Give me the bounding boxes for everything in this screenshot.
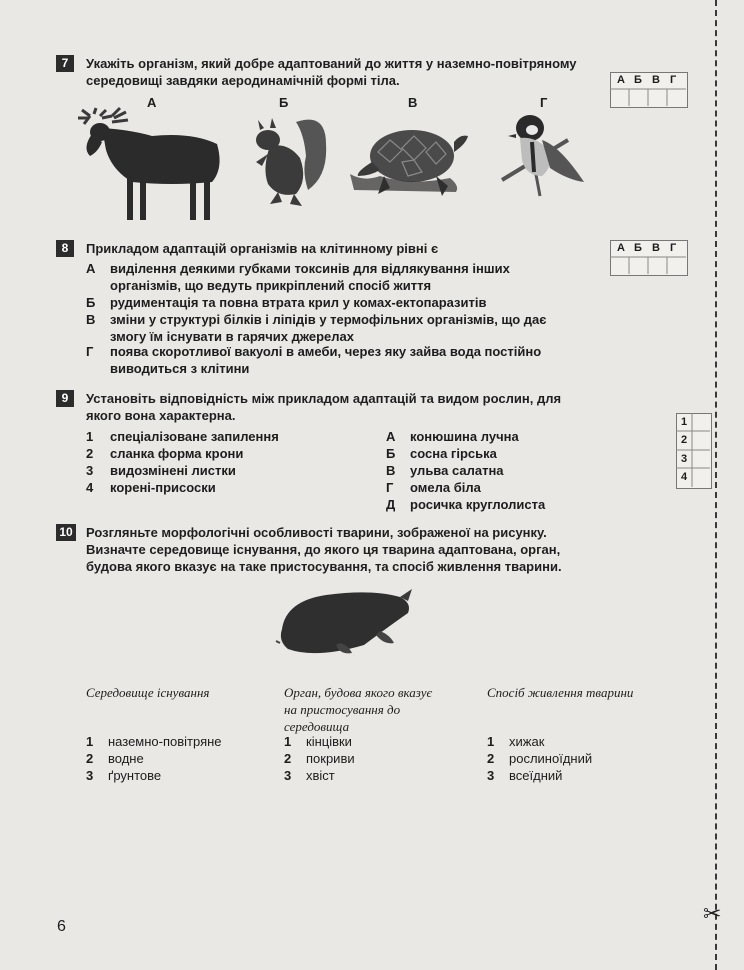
- q9-left-item-1: [86, 428, 366, 445]
- q10-col3-key-3: 3: [487, 768, 495, 783]
- q10-col1-item-2: [86, 751, 144, 766]
- q8-option-a-line2: організмів, що ведуть прикріплений спосіб життя: [110, 278, 432, 293]
- question-9-number: 9: [56, 390, 74, 407]
- q9-right-text-b: сосна гірська: [410, 446, 497, 461]
- q10-col2-item-2: [284, 751, 355, 766]
- q10-col2-text-2: покриви: [306, 751, 355, 766]
- question-7-text-line2: середовищі завдяки аеродинамічній формі тіла.: [86, 73, 400, 88]
- moose-image: [72, 108, 232, 223]
- q7-grid-head-b: Б: [634, 74, 642, 86]
- q10-col3-text-3: всеїдний: [509, 768, 563, 783]
- q9-right-key-a: А: [386, 429, 396, 444]
- q9-grid-row-3: 3: [681, 453, 688, 465]
- q10-col1-text-3: ґрунтове: [108, 768, 162, 783]
- q9-right-item-d: [386, 496, 606, 513]
- question-7-text-line1: Укажіть організм, який добре адаптований до життя у наземно-повітряному: [86, 56, 577, 71]
- question-8-number: 8: [56, 240, 74, 257]
- q7-grid-head-v: В: [652, 74, 660, 86]
- q10-col2-key-2: 2: [284, 751, 292, 766]
- q10-col1-item-3: [86, 768, 161, 783]
- q10-col1-text-2: водне: [108, 751, 144, 766]
- q10-col3-key-1: 1: [487, 734, 495, 749]
- q10-col3-item-2: [487, 751, 592, 766]
- question-9-text-line2: якого вона характерна.: [86, 408, 236, 423]
- squirrel-image: [248, 114, 333, 209]
- q10-col2-item-3: [284, 768, 335, 783]
- q10-col1-text-1: наземно-повітряне: [108, 734, 222, 749]
- q9-left-item-2: [86, 445, 366, 462]
- q8-option-b-line1: рудиментація та повна втрата крил у комах-ектопаразитів: [110, 295, 487, 310]
- q9-right-item-a: [386, 428, 606, 445]
- q8-option-g: [86, 343, 606, 377]
- page-number: 6: [57, 918, 66, 935]
- q9-right-key-g: Г: [386, 480, 394, 495]
- q7-grid-head-a: А: [617, 74, 625, 86]
- q8-option-g-line1: поява скоротливої вакуолі в амеби, через яку зайва вода постійно: [110, 344, 542, 359]
- q8-option-g-key: Г: [86, 344, 94, 359]
- q8-option-b: [86, 294, 586, 311]
- q9-left-key-4: 4: [86, 480, 94, 495]
- q7-grid-head-g: Г: [670, 74, 677, 86]
- q9-right-key-d: Д: [386, 497, 396, 512]
- q9-grid-row-1: 1: [681, 416, 688, 428]
- q10-col3-item-3: [487, 768, 562, 783]
- question-8-text: Прикладом адаптацій організмів на клітинному рівні є: [86, 241, 439, 256]
- q10-col3-key-2: 2: [487, 751, 495, 766]
- q8-grid-head-g: Г: [670, 242, 677, 254]
- q10-col2-heading-line1: Орган, будова якого вказує: [284, 685, 433, 700]
- q10-col2-heading-line3: середовища: [284, 719, 350, 734]
- animal-label-a: А: [147, 95, 157, 110]
- q9-left-text-4: корені-присоски: [110, 480, 216, 495]
- animal-label-g: Г: [540, 95, 548, 110]
- q10-col1-key-2: 2: [86, 751, 94, 766]
- q8-option-g-line2: виводиться з клітини: [110, 361, 250, 376]
- q8-grid-head-b: Б: [634, 242, 642, 254]
- q9-grid-row-4: 4: [681, 471, 688, 483]
- scissors-icon: ✂: [703, 902, 722, 927]
- q8-grid-lines: [610, 240, 686, 274]
- q9-left-key-2: 2: [86, 446, 94, 461]
- question-10-text-line1: Розгляньте морфологічні особливості тварини, зображеної на рисунку.: [86, 525, 547, 540]
- q10-col1-heading: Середовище існування: [86, 685, 210, 700]
- q9-left-text-1: спеціалізоване запилення: [110, 429, 279, 444]
- turtle-image: [350, 116, 470, 206]
- mole-image: [276, 583, 416, 663]
- q8-option-a: [86, 260, 586, 294]
- question-10-text-line2: Визначте середовище існування, до якого ця тварина адаптована, орган,: [86, 542, 561, 557]
- q9-right-item-v: [386, 462, 606, 479]
- q9-left-item-4: [86, 479, 366, 496]
- q9-right-key-b: Б: [386, 446, 396, 461]
- q10-col3-item-1: [487, 734, 544, 749]
- q8-option-v-key: В: [86, 312, 96, 327]
- q8-option-v: [86, 311, 606, 345]
- q10-col2-text-1: кінцівки: [306, 734, 352, 749]
- question-10-text-line3: будова якого вказує на таке пристосування, та спосіб живлення тварини.: [86, 559, 562, 574]
- q9-right-text-a: конюшина лучна: [410, 429, 519, 444]
- q9-left-key-1: 1: [86, 429, 94, 444]
- q9-left-text-3: видозмінені листки: [110, 463, 236, 478]
- q8-option-b-key: Б: [86, 295, 96, 310]
- question-7-number: 7: [56, 55, 74, 72]
- q9-left-key-3: 3: [86, 463, 94, 478]
- q8-grid-head-v: В: [652, 242, 660, 254]
- q8-grid-head-a: А: [617, 242, 625, 254]
- q8-option-v-line2: змогу їм існувати в гарячих джерелах: [110, 329, 355, 344]
- q10-col1-key-1: 1: [86, 734, 94, 749]
- q9-left-item-3: [86, 462, 366, 479]
- q8-option-a-key: А: [86, 261, 96, 276]
- q9-right-item-g: [386, 479, 606, 496]
- q10-col1-item-1: [86, 734, 222, 749]
- question-10-number: 10: [56, 524, 76, 541]
- q9-left-text-2: сланка форма крони: [110, 446, 244, 461]
- cut-line: [715, 0, 717, 970]
- q7-grid-lines: [610, 72, 686, 106]
- q10-col3-heading: Спосіб живлення тварини: [487, 685, 634, 700]
- q10-col3-text-1: хижак: [509, 734, 545, 749]
- question-9-text-line1: Установіть відповідність між прикладом адаптацій та видом рослин, для: [86, 391, 562, 406]
- q8-option-v-line1: зміни у структурі білків і ліпідів у термофільних організмів, що дає: [110, 312, 547, 327]
- q9-right-text-v: ульва салатна: [410, 463, 504, 478]
- q10-col2-key-3: 3: [284, 768, 292, 783]
- q10-col1-key-3: 3: [86, 768, 94, 783]
- q9-right-text-d: росичка круглолиста: [410, 497, 546, 512]
- q9-grid-row-2: 2: [681, 434, 688, 446]
- q8-option-a-line1: виділення деякими губками токсинів для відлякування інших: [110, 261, 510, 276]
- q10-col2-heading-line2: на пристосування до: [284, 702, 401, 717]
- q10-col2-text-3: хвіст: [306, 768, 335, 783]
- q9-right-key-v: В: [386, 463, 396, 478]
- bird-image: [498, 110, 588, 210]
- q10-col2-key-1: 1: [284, 734, 292, 749]
- q9-right-item-b: [386, 445, 606, 462]
- animal-label-b: Б: [279, 95, 289, 110]
- q10-col2-item-1: [284, 734, 352, 749]
- animal-label-v: В: [408, 95, 418, 110]
- q9-right-text-g: омела біла: [410, 480, 481, 495]
- q10-col3-text-2: рослиноїдний: [509, 751, 593, 766]
